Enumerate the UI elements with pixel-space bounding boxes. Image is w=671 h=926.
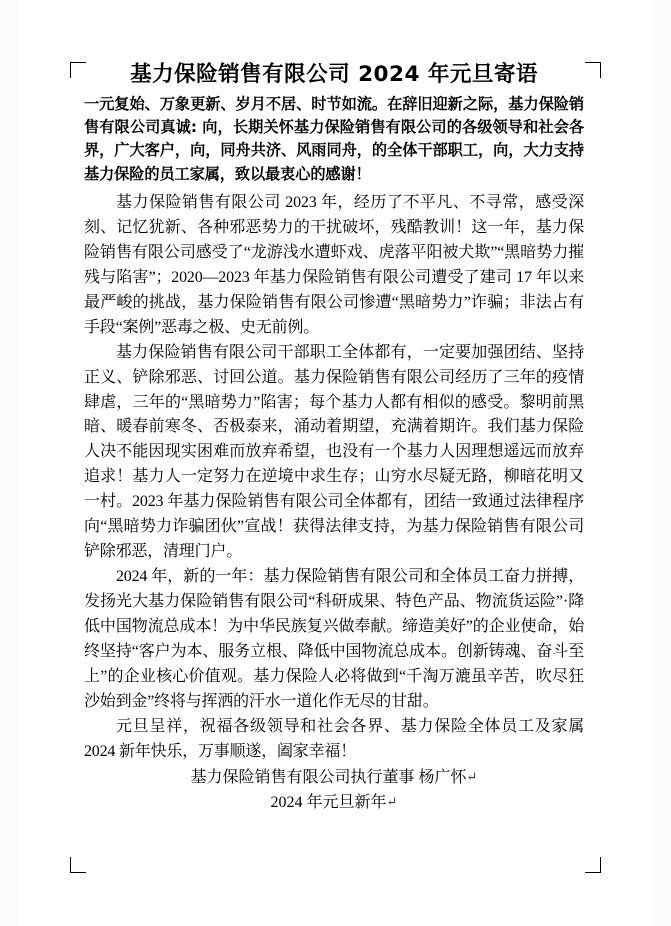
page-title: 基力保险销售有限公司 2024 年元旦寄语 (130, 62, 538, 87)
crop-mark-bottom-right-h (585, 872, 601, 873)
signature-line-2 (84, 791, 584, 816)
crop-mark-top-right-v (600, 62, 601, 78)
page-right-edge (653, 0, 671, 926)
lead-paragraph: 一元复始、万象更新、岁月不居、时节如流。在辞旧迎新之际，基力保险销售有限公司真诚: 向，长期关怀基力保险销售有限公司的各级领导和社会各界，广大客户，向，同舟共济、风雨同舟，的全体干部职工，向，大力支持基力保险的员工家属，致以最衷心的感谢！ (84, 94, 584, 183)
crop-mark-bottom-left-v (70, 857, 71, 873)
signature-date: 2024 年元旦新年 (270, 793, 387, 811)
signature-name: 基力保险销售有限公司执行董事 杨广怀 (190, 768, 467, 786)
crop-mark-bottom-left-h (70, 872, 86, 873)
paragraph-mark-icon: ↵ (466, 768, 478, 784)
paragraph-mark-icon: ↵ (386, 793, 398, 809)
crop-mark-top-right-h (585, 62, 601, 63)
body-paragraph-2: 基力保险销售有限公司干部职工全体都有，一定要加强团结、坚持正义、铲除邪恶、讨回公道。基力保险销售有限公司经历了三年的疫情肆虐，三年的“黑暗势力”陷害；每个基力人都有相似的感受。黎明前黑暗、暖春前寒冬、否极泰来，涌动着期望，充满着期许。我们基力保险人决不能因现实困难而放弃希望，也没有一个基力人因理想遥远而放弃追求！基力人一定努力在逆境中求生存；山穷水尽疑无路，柳暗花明又一村。2023 年基力保险销售有限公司全体都有，团结一致通过法律程序向“黑暗势力诈骗团伙”宣战！获得法律支持，为基力保险销售有限公司铲除邪恶，清理门户。 (84, 343, 584, 561)
signature-line-1 (84, 766, 584, 791)
page-left-edge (0, 0, 18, 926)
body-paragraph-4: 元旦呈祥，祝福各级领导和社会各界、基力保险全体员工及家属 2024 新年快乐，万事顺遂，阖家幸福！ (84, 717, 584, 760)
document-body (84, 62, 584, 872)
body-paragraph-3: 2024 年，新的一年：基力保险销售有限公司和全体员工奋力拼搏，发扬光大基力保险销售有限公司“科研成果、特色产品、物流货运险”·降低中国物流总成本！为中华民族复兴做奉献。缔造美好”的企业使命，始终坚持“客户为本、服务立根、降低中国物流总成本。创新铸魂、奋斗至上”的企业核心价值观。基力保险人必将做到“千淘万漉虽辛苦，吹尽狂沙始到金”终将与挥洒的汗水一道化作无尽的甘甜。 (84, 568, 584, 710)
crop-mark-bottom-right-v (600, 857, 601, 873)
crop-mark-top-left-v (70, 62, 71, 78)
body-paragraph-1: 基力保险销售有限公司 2023 年，经历了不平凡、不寻常，感受深刻、记忆犹新、各种邪恶势力的干扰破坏，残酷教训！这一年，基力保险销售有限公司感受了“龙游浅水遭虾戏、虎落平阳被犬欺”“黑暗势力摧残与陷害”；2020—2023 年基力保险销售有限公司遭受了建司 17 年以来最严峻的挑战，基力保险销售有限公司惨遭“黑暗势力”诈骗；非法占有手段“案例”恶毒之极、史无前例。 (84, 193, 584, 336)
